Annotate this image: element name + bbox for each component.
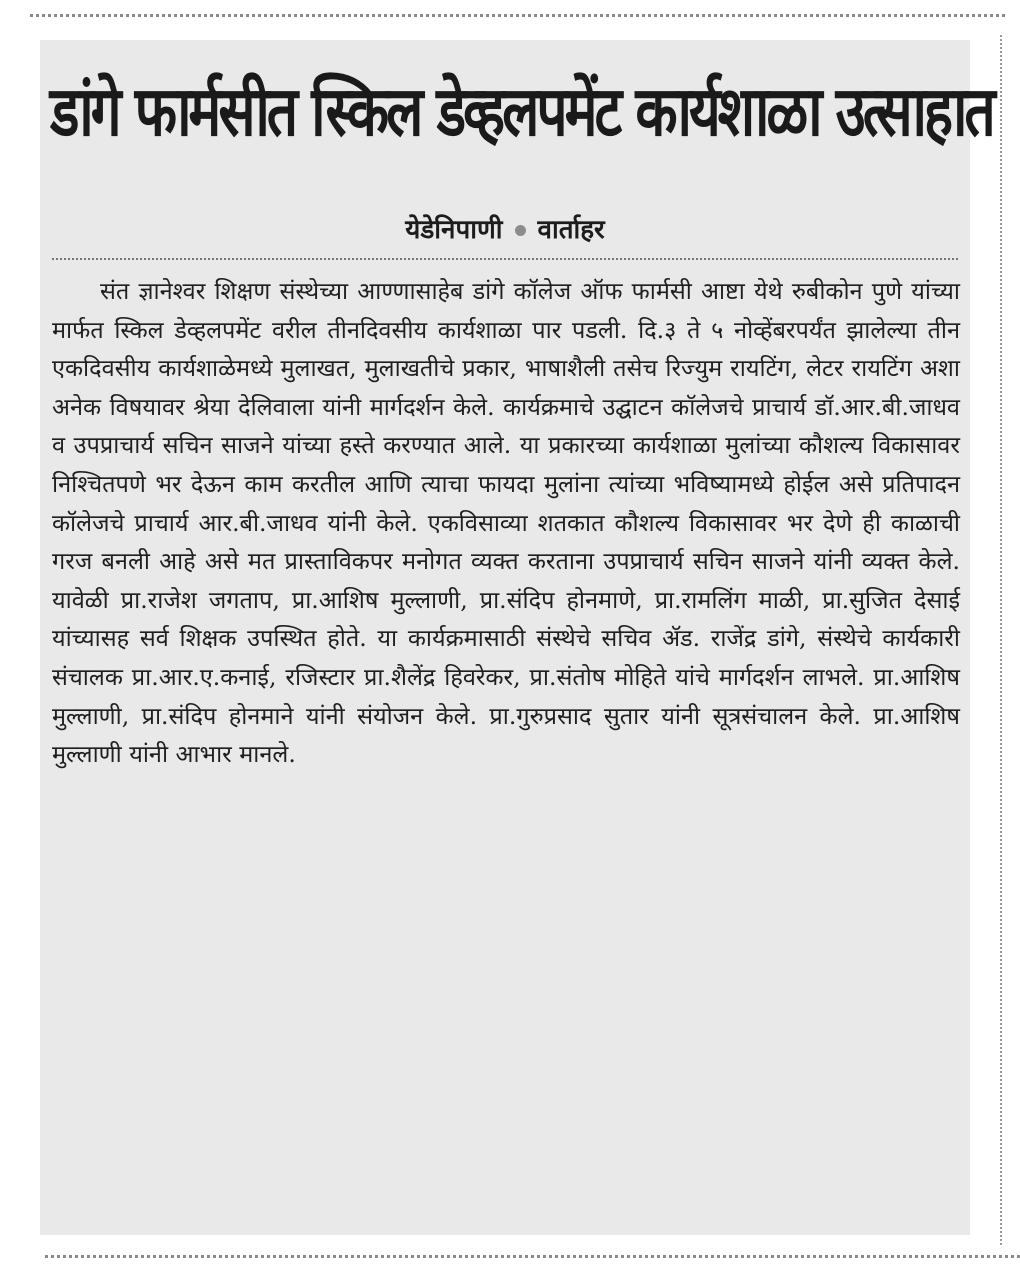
byline-place: येडेनिपाणी (405, 215, 503, 245)
byline-dotted-rule (52, 258, 958, 260)
byline (40, 210, 970, 246)
top-dotted-rule (30, 14, 1005, 17)
headline: डांगे फार्मसीत स्किल डेव्हलपमेंट कार्यशाळा उत्साहात (50, 71, 993, 152)
article-body: संत ज्ञानेश्वर शिक्षण संस्थेच्या आण्णासाहेब डांगे कॉलेज ऑफ फार्मसी आष्टा येथे रुबीकोन पुणे यांच्या मार्फत स्किल डेव्हलपमेंट वरील तीनदिवसीय कार्यशाळा पार पडली. दि.३ ते ५ नोव्हेंबरपर्यंत झालेल्या तीन एकदिवसीय कार्यशाळेमध्ये मुलाखत, मुलाखतीचे प्रकार, भाषाशैली तसेच रिज्युम रायटिंग, लेटर रायटिंग अशा अनेक विषयावर श्रेया देलिवाला यांनी मार्गदर्शन केले. कार्यक्रमाचे उद्घाटन कॉलेजचे प्राचार्य डॉ.आर.बी.जाधव व उपप्राचार्य सचिन साजने यांच्या हस्ते करण्यात आले. या प्रकारच्या कार्यशाळा मुलांच्या कौशल्य विकासावर निश्चितपणे भर देऊन काम करतील आणि त्याचा फायदा मुलांना त्यांच्या भविष्यामध्ये होईल असे प्रतिपादन कॉलेजचे प्राचार्य आर.बी.जाधव यांनी केले. एकविसाव्या शतकात कौशल्य विकासावर भर देणे ही काळाची गरज बनली आहे असे मत प्रास्ताविकपर मनोगत व्यक्त करताना उपप्राचार्य सचिन साजने यांनी व्यक्त केले. यावेळी प्रा.राजेश जगताप, प्रा.आशिष मुल्लाणी, प्रा.संदिप होनमाणे, प्रा.रामलिंग माळी, प्रा.सुजित देसाई यांच्यासह सर्व शिक्षक उपस्थित होते. या कार्यक्रमासाठी संस्थेचे सचिव ॲड. राजेंद्र डांगे, संस्थेचे कार्यकारी संचालक प्रा.आर.ए.कनाई, रजिस्टार प्रा.शैलेंद्र हिवरेकर, प्रा.संतोष मोहिते यांचे मार्गदर्शन लाभले. प्रा.आशिष मुल्लाणी, प्रा.संदिप होनमाने यांनी संयोजन केले. प्रा.गुरुप्रसाद सुतार यांनी सूत्रसंचालन केले. प्रा.आशिष मुल्लाणी यांनी आभार मानले. (52, 277, 960, 769)
bottom-dotted-rule (45, 1255, 1020, 1258)
bullet-dot-icon (515, 225, 526, 236)
byline-role: वार्ताहर (537, 215, 605, 245)
right-dotted-rule (1000, 35, 1002, 1245)
news-clipping (40, 40, 993, 1235)
